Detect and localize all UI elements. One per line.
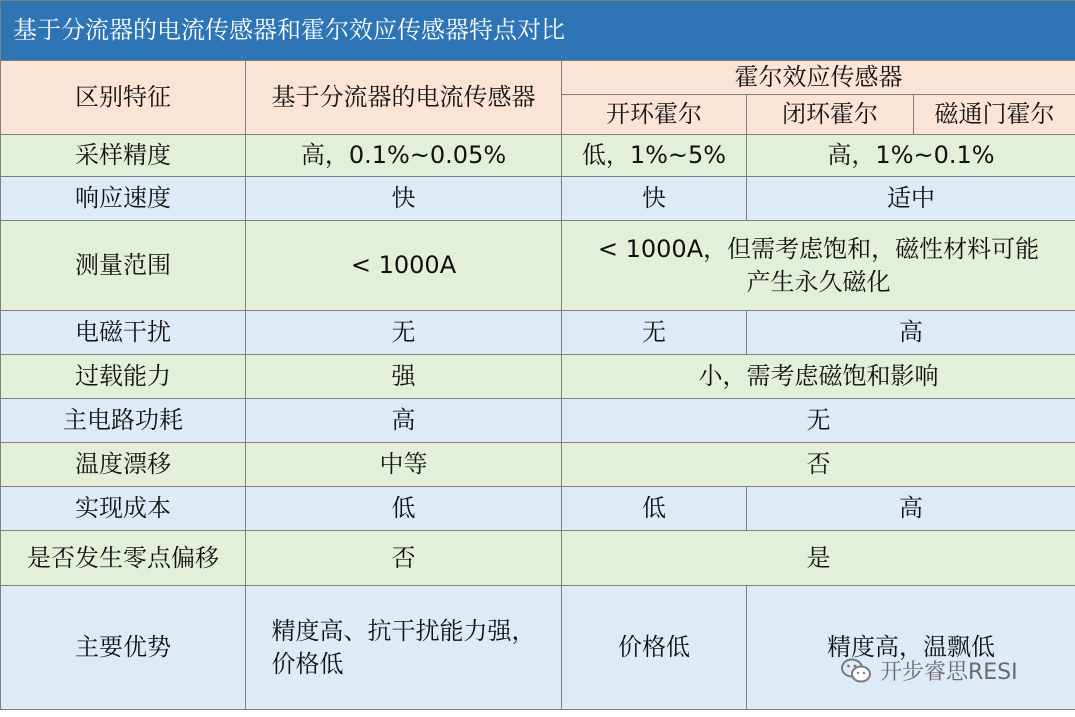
table-row: [1, 221, 1075, 311]
header-closed-loop-hall: 闭环霍尔: [747, 95, 914, 135]
table-row: [1, 135, 1075, 177]
row-label: 是否发生零点偏移: [1, 531, 246, 586]
watermark-text: 开步睿思RESI: [880, 660, 1018, 685]
header-fluxgate-hall: 磁通门霍尔: [914, 95, 1075, 135]
table-row: [1, 355, 1075, 399]
cell-open-loop: 低: [562, 487, 747, 531]
cell-closed-fluxgate: 高，1%~0.1%: [747, 135, 1075, 177]
watermark: [840, 655, 1018, 686]
cell-hall: 否: [562, 443, 1075, 487]
cell-open-loop: 快: [562, 177, 747, 221]
table-row: [1, 443, 1075, 487]
row-label: 实现成本: [1, 487, 246, 531]
cell-hall-line2: 产生永久磁化: [746, 267, 891, 296]
cell-shunt: 高，0.1%~0.05%: [246, 135, 562, 177]
cell-closed-fluxgate: 适中: [747, 177, 1075, 221]
cell-hall: 无: [562, 399, 1075, 443]
cell-hall: 小，需考虑磁饱和影响: [562, 355, 1075, 399]
header-shunt-sensor: 基于分流器的电流传感器: [246, 61, 562, 135]
cell-shunt: 否: [246, 531, 562, 586]
cell-shunt: < 1000A: [246, 221, 562, 311]
cell-shunt-line1: 精度高、抗干扰能力强，: [271, 617, 536, 646]
row-label: 主要优势: [1, 586, 246, 710]
cell-open-loop: 低，1%~5%: [562, 135, 747, 177]
cell-shunt: [246, 586, 562, 710]
row-label: 过载能力: [1, 355, 246, 399]
table-title: 基于分流器的电流传感器和霍尔效应传感器特点对比: [1, 1, 1075, 61]
cell-closed-fluxgate: 高: [747, 311, 1075, 355]
header-open-loop-hall: 开环霍尔: [562, 95, 747, 135]
cell-hall: 是: [562, 531, 1075, 586]
cell-closed-fluxgate: 精度高，温飘低: [747, 586, 1075, 710]
table-row: [1, 487, 1075, 531]
cell-shunt: 无: [246, 311, 562, 355]
table-row: [1, 177, 1075, 221]
row-label: 测量范围: [1, 221, 246, 311]
cell-shunt-text: [272, 615, 536, 680]
cell-hall-line1: < 1000A，但需考虑饱和，磁性材料可能: [597, 235, 1040, 264]
cell-open-loop: 无: [562, 311, 747, 355]
cell-hall: [562, 221, 1075, 311]
cell-open-loop: 价格低: [562, 586, 747, 710]
cell-shunt: 高: [246, 399, 562, 443]
row-label: 主电路功耗: [1, 399, 246, 443]
cell-shunt-line2: 价格低: [271, 649, 344, 678]
cell-closed-fluxgate: 高: [747, 487, 1075, 531]
cell-shunt: 低: [246, 487, 562, 531]
row-label: 电磁干扰: [1, 311, 246, 355]
row-label: 采样精度: [1, 135, 246, 177]
table-row: [1, 311, 1075, 355]
table-row: [1, 531, 1075, 586]
header-feature: 区别特征: [1, 61, 246, 135]
row-label: 温度漂移: [1, 443, 246, 487]
wechat-icon: [840, 657, 872, 685]
cell-shunt: 快: [246, 177, 562, 221]
table-row: [1, 586, 1075, 710]
header-hall-sensor-group: 霍尔效应传感器: [562, 61, 1075, 95]
table-row: [1, 399, 1075, 443]
row-label: 响应速度: [1, 177, 246, 221]
cell-shunt: 中等: [246, 443, 562, 487]
cell-shunt: 强: [246, 355, 562, 399]
